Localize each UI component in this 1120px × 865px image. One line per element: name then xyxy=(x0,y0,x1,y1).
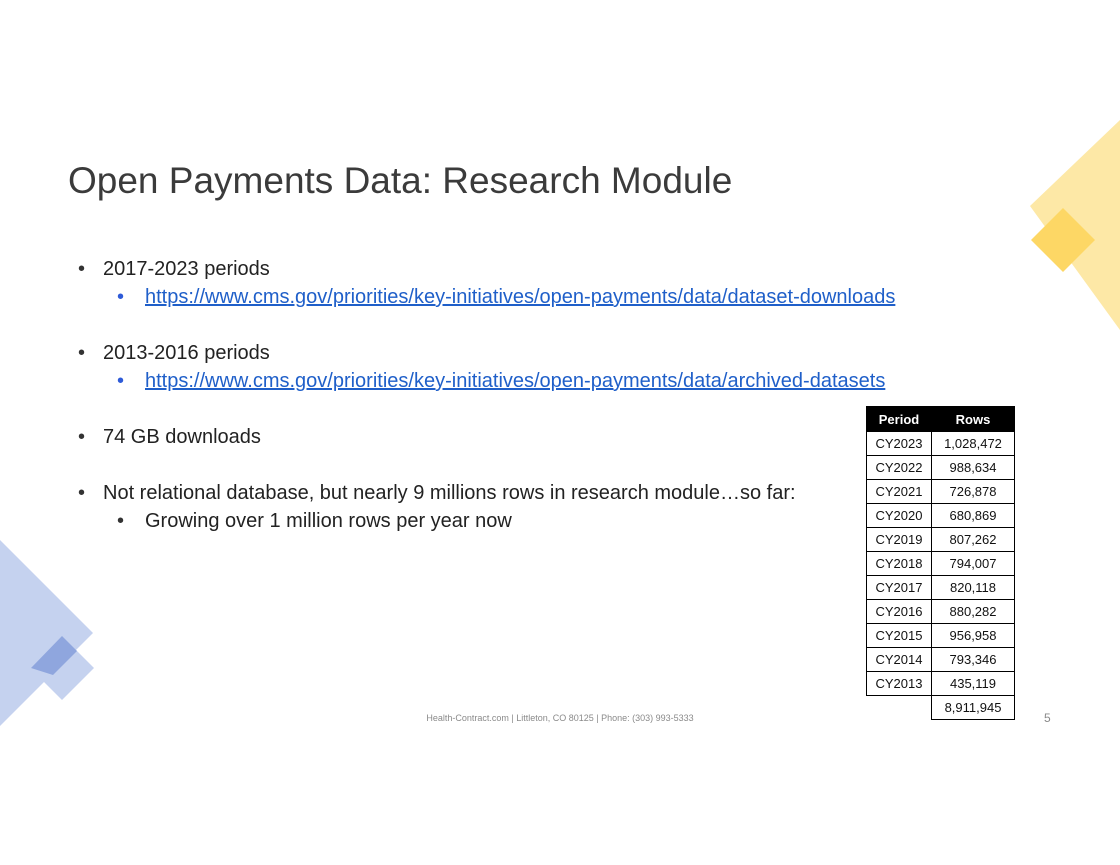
bullet-dot-icon: • xyxy=(78,482,86,504)
rows-cell: 435,119 xyxy=(932,672,1015,696)
rows-cell: 880,282 xyxy=(932,600,1015,624)
bullet-dot-icon: • xyxy=(117,370,125,392)
period-cell: CY2014 xyxy=(867,648,932,672)
period-cell: CY2020 xyxy=(867,504,932,528)
table-row xyxy=(867,456,1015,480)
rows-cell: 794,007 xyxy=(932,552,1015,576)
sub-bullet-text: Growing over 1 million rows per year now xyxy=(145,510,512,532)
sub-bullet-item xyxy=(78,367,998,395)
rows-cell: 1,028,472 xyxy=(932,432,1015,456)
rows-cell: 680,869 xyxy=(932,504,1015,528)
table-row xyxy=(867,600,1015,624)
bullet-dot-icon: • xyxy=(78,342,86,364)
period-cell: CY2022 xyxy=(867,456,932,480)
sub-bullet-item xyxy=(78,507,998,535)
period-cell: CY2013 xyxy=(867,672,932,696)
bullet-list xyxy=(78,255,998,535)
rows-cell: 820,118 xyxy=(932,576,1015,600)
period-cell: CY2015 xyxy=(867,624,932,648)
table-row xyxy=(867,624,1015,648)
table-row xyxy=(867,504,1015,528)
bullet-item xyxy=(78,255,998,283)
rows-cell: 726,878 xyxy=(932,480,1015,504)
table-row xyxy=(867,480,1015,504)
rows-cell: 988,634 xyxy=(932,456,1015,480)
bullet-item xyxy=(78,423,998,451)
period-cell: CY2021 xyxy=(867,480,932,504)
period-cell: CY2023 xyxy=(867,432,932,456)
total-rows-cell: 8,911,945 xyxy=(932,696,1015,720)
bullet-text: 2013-2016 periods xyxy=(103,342,270,364)
dataset-downloads-link[interactable]: https://www.cms.gov/priorities/key-initiatives/open-payments/data/dataset-downloads xyxy=(145,286,896,308)
bullet-dot-icon: • xyxy=(78,426,86,448)
period-cell: CY2018 xyxy=(867,552,932,576)
period-cell: CY2016 xyxy=(867,600,932,624)
table-header-row xyxy=(867,407,1015,432)
column-header-period: Period xyxy=(867,407,932,432)
period-cell: CY2017 xyxy=(867,576,932,600)
rows-by-period-table xyxy=(866,406,1015,720)
page-number: 5 xyxy=(1044,711,1051,725)
bullet-dot-icon: • xyxy=(78,258,86,280)
archived-datasets-link[interactable]: https://www.cms.gov/priorities/key-initiatives/open-payments/data/archived-datasets xyxy=(145,370,886,392)
bullet-item xyxy=(78,479,998,507)
table-row xyxy=(867,648,1015,672)
rows-cell: 807,262 xyxy=(932,528,1015,552)
table-row xyxy=(867,552,1015,576)
bullet-dot-icon: • xyxy=(117,510,125,532)
bullet-text: Not relational database, but nearly 9 millions rows in research module…so far: xyxy=(103,482,796,504)
bullet-text: 74 GB downloads xyxy=(103,426,261,448)
bullet-item xyxy=(78,339,998,367)
table-row xyxy=(867,432,1015,456)
period-cell: CY2019 xyxy=(867,528,932,552)
rows-cell: 793,346 xyxy=(932,648,1015,672)
table-row xyxy=(867,576,1015,600)
bullet-dot-icon: • xyxy=(117,286,125,308)
sub-bullet-item xyxy=(78,283,998,311)
blue-diamond-large xyxy=(0,540,93,726)
rows-cell: 956,958 xyxy=(932,624,1015,648)
table-row xyxy=(867,528,1015,552)
table-row xyxy=(867,672,1015,696)
column-header-rows: Rows xyxy=(932,407,1015,432)
slide-title: Open Payments Data: Research Module xyxy=(68,160,733,201)
slide-footer: Health-Contract.com | Littleton, CO 80125 | Phone: (303) 993-5333 xyxy=(426,713,694,723)
bullet-text: 2017-2023 periods xyxy=(103,258,270,280)
